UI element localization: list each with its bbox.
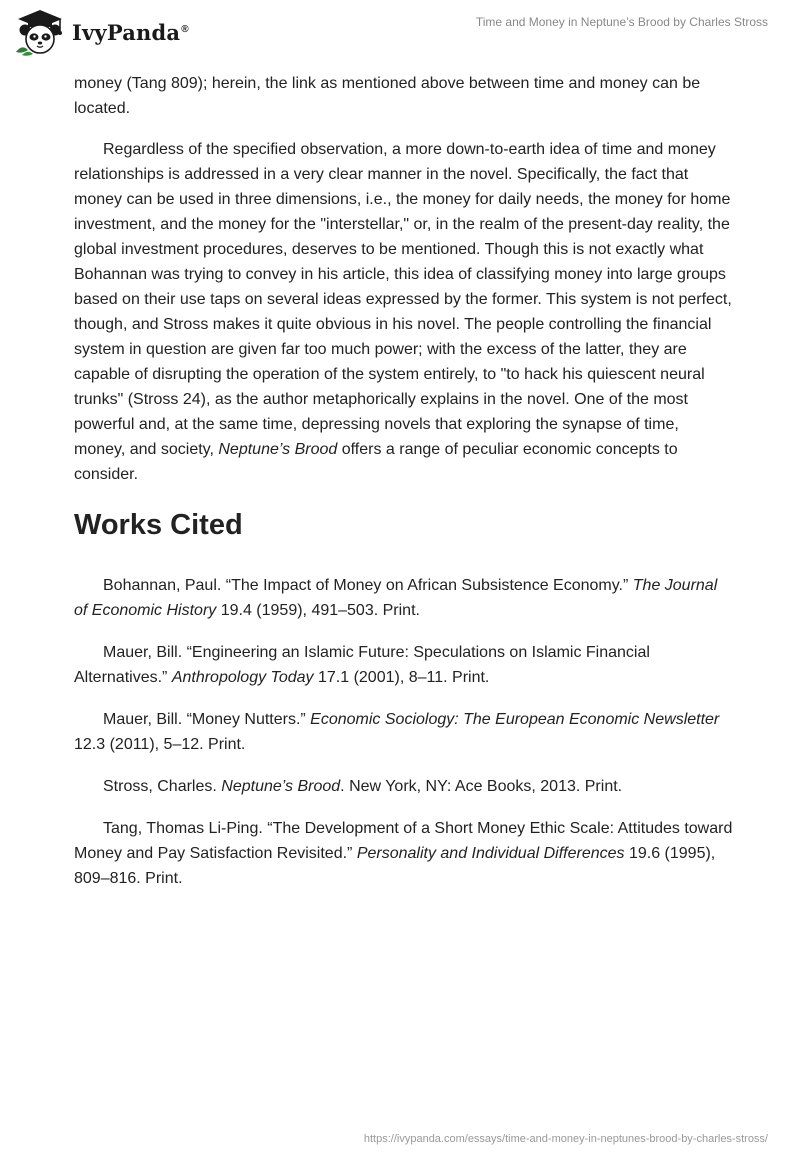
citation-entry: Mauer, Bill. “Engineering an Islamic Future: Speculations on Islamic Financial Alternatives.” Anthropology Today 17.1 (2001), 8–11. Print. (74, 644, 650, 686)
citation-entry: Mauer, Bill. “Money Nutters.” Economic Sociology: The European Economic Newsletter 12.3 (2011), 5–12. Print. (74, 711, 720, 753)
essay-body (74, 71, 734, 908)
citation-entry: Tang, Thomas Li-Ping. “The Development of a Short Money Ethic Scale: Attitudes toward Money and Pay Satisfaction Revisited.” Personality and Individual Differences 19.6 (1995), 809–816. Print. (74, 820, 733, 887)
works-cited-heading: Works Cited (74, 509, 243, 541)
book-title: Neptune’s Brood (218, 441, 338, 458)
panda-graduate-icon (14, 8, 66, 56)
logo-wordmark: IvyPanda® (72, 19, 189, 45)
citation-entry: Bohannan, Paul. “The Impact of Money on African Subsistence Economy.” The Journal of Economic History 19.4 (1959), 491–503. Print. (74, 577, 718, 619)
ivypanda-logo[interactable] (14, 8, 189, 56)
source-url-link[interactable]: https://ivypanda.com/essays/time-and-money-in-neptunes-brood-by-charles-stross/ (363, 1133, 768, 1145)
paragraph-continued: money (Tang 809); herein, the link as mentioned above between time and money can be located. (74, 75, 701, 117)
citation-list (74, 573, 734, 891)
page-header (0, 0, 800, 70)
citation-entry: Stross, Charles. Neptune’s Brood. New York, NY: Ace Books, 2013. Print. (103, 778, 623, 795)
paragraph-time-money: Regardless of the specified observation, a more down-to-earth idea of time and money relationships is addressed in a very clear manner in the novel. Specifically, the fact that money can be used in three dimensions, i.e., the money for daily needs, the money for home investment, and the money for the "interstellar," or, in the realm of the present-day reality, the global investment procedures, deserves to be mentioned. Though this is not exactly what Bohannan was trying to convey in his article, this idea of classifying money into large groups based on their use taps on several ideas expressed by the former. This system is not perfect, though, and Stross makes it quite obvious in his novel. The people controlling the financial system in question are given far too much power; with the excess of the latter, they are capable of disrupting the operation of the system entirely, to "to hack his quiescent neural trunks" (Stross 24), as the author metaphorically explains in the novel. One of the most powerful and, at the same time, depressing novels that exploring the synapse of time, money, and society, Neptune’s Brood offers a range of peculiar economic concepts to consider. (74, 141, 732, 483)
document-title: Time and Money in Neptune’s Brood by Charles Stross (475, 15, 768, 29)
